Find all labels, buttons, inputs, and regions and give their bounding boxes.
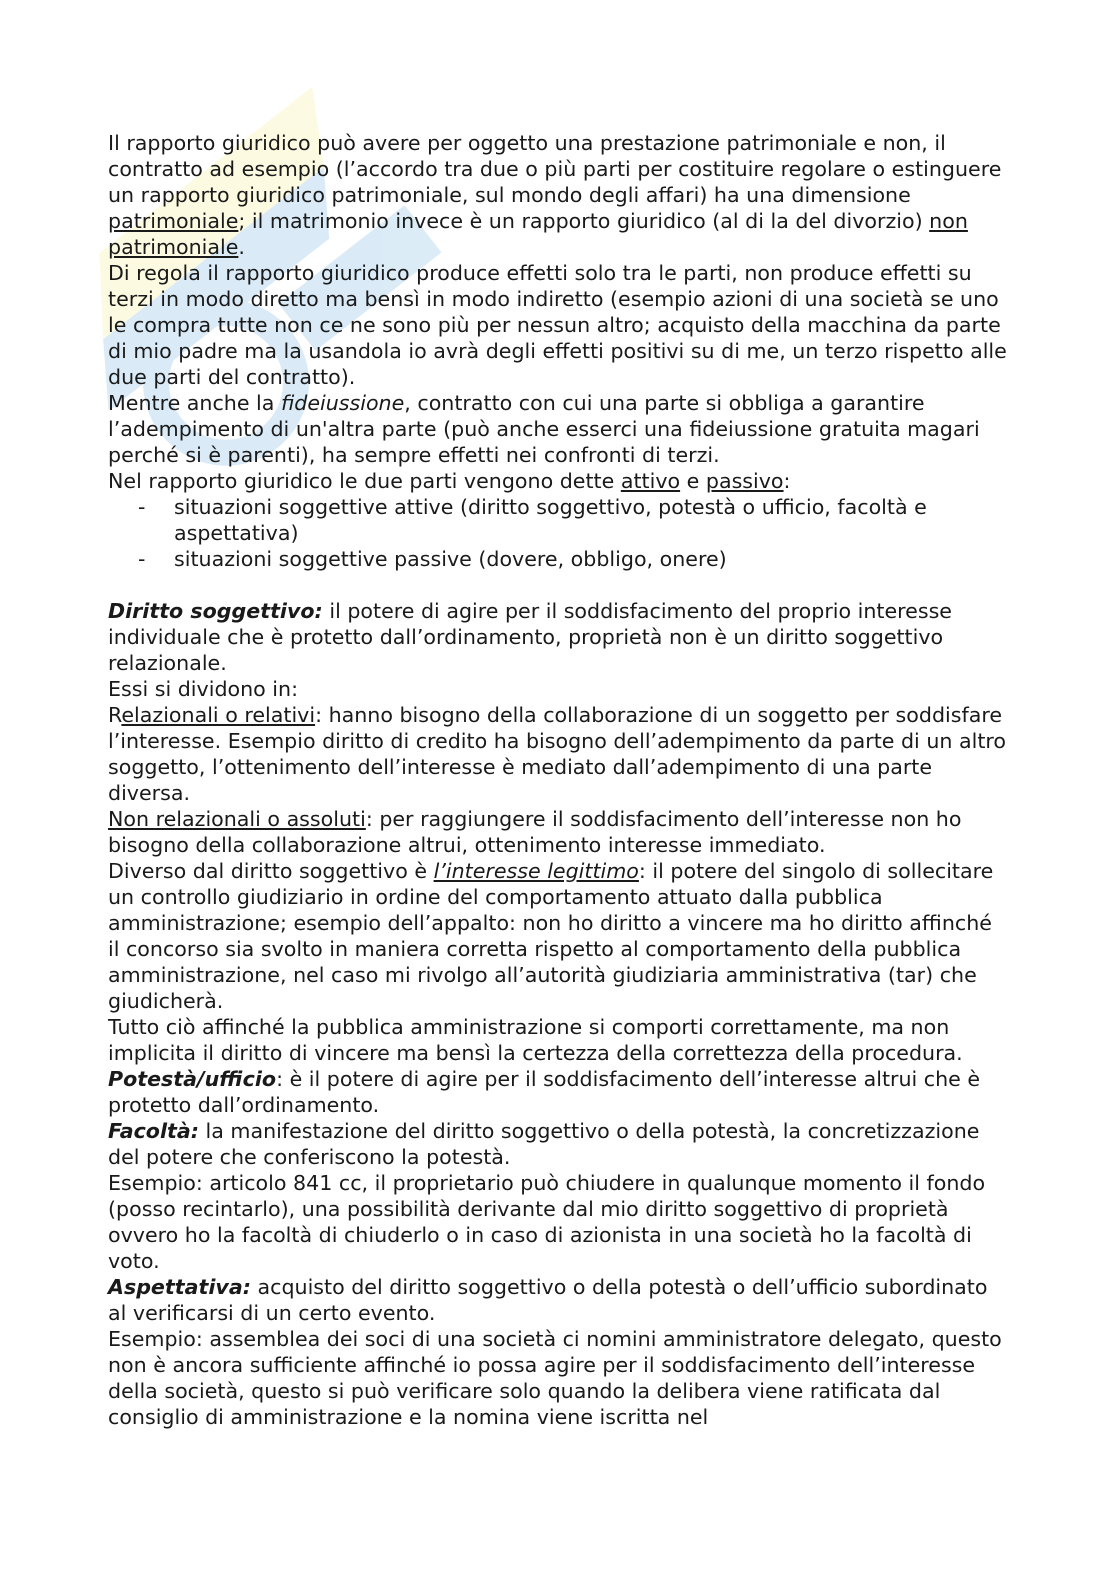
underlined-term-non-relazionali: Non relazionali o assoluti (108, 807, 366, 831)
text-run: : (783, 469, 791, 493)
paragraph-interesse-legittimo (108, 858, 1008, 1014)
text-run: : il potere del singolo di sollecitare un controllo giudiziario in ordine del comportamento attuato dalla pubblica amministrazione; esempio dell’appalto: non ho diritto a vincere ma ho diritto affinché il concorso sia svolto in maniera corretta rispetto al comportamento della pubblica amministrazione, nel caso mi rivolgo all’autorità giudiziaria amministrativa (tar) che giudicherà. (108, 859, 994, 1013)
text-run: : hanno bisogno della collaborazione di un soggetto per soddisfare l’interesse. Esempio diritto di credito ha bisogno dell’adempimento da parte di un altro soggetto, l’ottenimento dell’interesse è mediato dall’adempimento di una parte diversa. (108, 703, 1007, 805)
text-run: la manifestazione del diritto soggettivo o della potestà, la concretizzazione del potere che conferiscono la potestà. (108, 1119, 980, 1169)
list-item (138, 546, 1008, 572)
text-run: Nel rapporto giuridico le due parti vengono dette (108, 469, 621, 493)
term-interesse-legittimo: l’interesse legittimo (433, 859, 639, 883)
underlined-term-non-patrimoniale: non patrimoniale (108, 209, 968, 259)
paragraph-rapporto-oggetto (108, 130, 1008, 260)
paragraph-parti-attivo-passivo (108, 468, 1008, 494)
spacer (108, 572, 1008, 598)
paragraph-non-relazionali (108, 806, 1008, 858)
paragraph-diritto-soggettivo (108, 598, 1008, 676)
paragraph-facolta (108, 1118, 1008, 1170)
list-item (138, 494, 1008, 546)
list-item-text: situazioni soggettive passive (dovere, obbligo, onere) (174, 547, 727, 571)
situazioni-list (108, 494, 1008, 572)
list-item-text: situazioni soggettive attive (diritto soggettivo, potestà o ufficio, facoltà e aspettativa) (174, 495, 927, 545)
paragraph-essi: Essi si dividono in: (108, 677, 299, 701)
term-facolta: Facoltà: (108, 1119, 199, 1143)
text-run: ; il matrimonio invece è un rapporto giuridico (al di la del divorzio) (238, 209, 930, 233)
document-page (108, 130, 1008, 1430)
term-aspettativa: Aspettativa: (108, 1275, 251, 1299)
term-diritto-soggettivo: Diritto soggettivo: (108, 599, 323, 623)
paragraph-effetti-parti: Di regola il rapporto giuridico produce effetti solo tra le parti, non produce effetti su terzi in modo diretto ma bensì in modo indiretto (esempio azioni di una società se uno le compra tutte non ce ne sono più per nessun altro; acquisto della macchina da parte di mio padre ma la usandola io avrà degli effetti positivi su di me, un terzo rispetto alle due parti del contratto). (108, 261, 1007, 389)
dash-bullet: - (138, 547, 146, 571)
text-run: : per raggiungere il soddisfacimento dell’interesse non ho bisogno della collaborazione altrui, ottenimento interesse immediato. (108, 807, 962, 857)
paragraph-esempio-841: Esempio: articolo 841 cc, il proprietario può chiudere in qualunque momento il fondo (posso recintarlo), una possibilità derivante dal mio diritto soggettivo di proprietà ovvero ho la facoltà di chiuderlo o in caso di azionista in una società ho la facoltà di voto. (108, 1171, 986, 1273)
underlined-term-patrimoniale: patrimoniale (108, 209, 239, 233)
term-potesta-ufficio: Potestà/ufficio (108, 1067, 277, 1091)
paragraph-tutto: Tutto ciò affinché la pubblica amministrazione si comporti correttamente, ma non implicita il diritto di vincere ma bensì la certezza della correttezza della procedura. (108, 1015, 963, 1065)
underlined-term-passivo: passivo (705, 469, 784, 493)
paragraph-esempio-assemblea: Esempio: assemblea dei soci di una società ci nomini amministratore delegato, questo non è ancora sufficiente affinché io possa agire per il soddisfacimento dell’interesse della società, questo si può verificare solo quando la delibera viene ratificata dal consiglio di amministrazione e la nomina viene iscritta nel (108, 1327, 1002, 1429)
text-run: , contratto con cui una parte si obbliga a garantire l’adempimento di un'altra parte (può anche esserci una fideiussione gratuita magari perché si è parenti), ha sempre effetti nei confronti di terzi. (108, 391, 980, 467)
text-run: . (238, 235, 245, 259)
text-run: acquisto del diritto soggettivo o della potestà o dell’ufficio subordinato al verificarsi di un certo evento. (108, 1275, 988, 1325)
text-run: il potere di agire per il soddisfacimento del proprio interesse individuale che è protetto dall’ordinamento, proprietà non è un diritto soggettivo relazionale. (108, 599, 952, 675)
dash-bullet: - (138, 495, 146, 519)
paragraph-relazionali (108, 702, 1008, 806)
paragraph-potesta (108, 1066, 1008, 1118)
underlined-term-attivo: attivo (620, 469, 681, 493)
text-run: Diverso dal diritto soggettivo è (108, 859, 434, 883)
text-run: Mentre anche la (108, 391, 281, 415)
text-run: : è il potere di agire per il soddisfacimento dell’interesse altrui che è protetto dall’ordinamento. (108, 1067, 981, 1117)
text-run: R (108, 703, 122, 727)
italic-term-fideiussione: fideiussione (280, 391, 405, 415)
underlined-term-relazionali: elazionali o relativi (121, 703, 316, 727)
paragraph-fideiussione (108, 390, 1008, 468)
text-run: e (680, 469, 706, 493)
paragraph-aspettativa (108, 1274, 1008, 1326)
text-run: Il rapporto giuridico può avere per oggetto una prestazione patrimoniale e non, il contratto ad esempio (l’accordo tra due o più parti per costituire regolare o estinguere un rapporto giuridico patrimoniale, sul mondo degli affari) ha una dimensione (108, 131, 1002, 207)
